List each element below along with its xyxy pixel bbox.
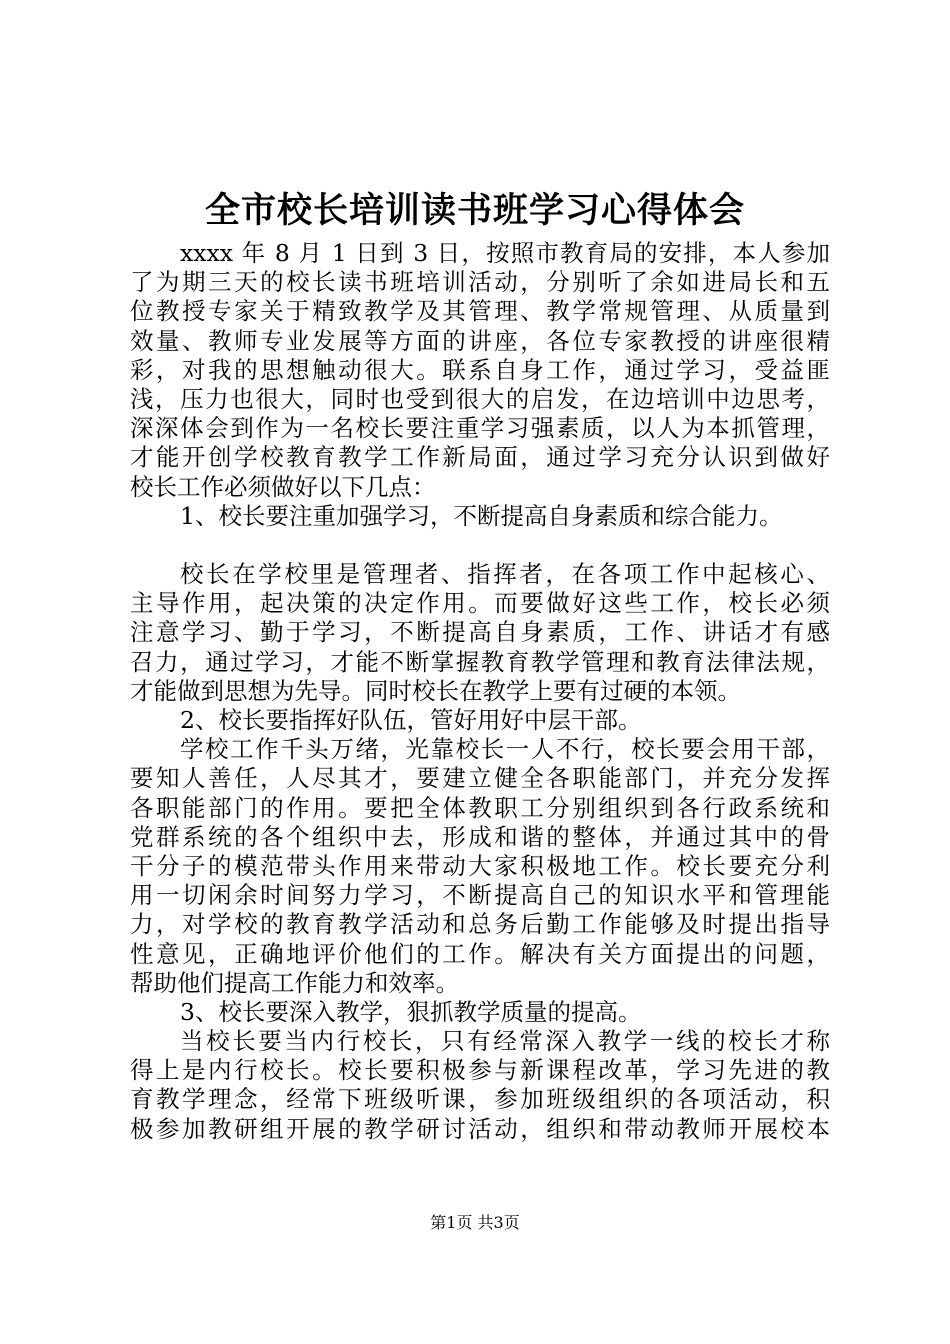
paragraph-line: 育教学理念，经常下班级听课，参加班级组织的各项活动，积 xyxy=(130,1085,830,1114)
paragraph-line: 浅，压力也很大，同时也受到很大的启发，在边培训中边思考， xyxy=(130,384,830,413)
paragraph-line: 注意学习、勤于学习，不断提高自身素质，工作、讲话才有感 xyxy=(130,618,830,647)
section-heading: 3、校长要深入教学，狠抓教学质量的提高。 xyxy=(180,997,642,1026)
section-heading: 1、校长要注重加强学习，不断提高自身素质和综合能力。 xyxy=(180,501,783,530)
paragraph-line: 当校长要当内行校长，只有经常深入教学一线的校长才称 xyxy=(180,1027,830,1056)
paragraph-line: 党群系统的各个组织中去，形成和谐的整体，并通过其中的骨 xyxy=(130,822,830,851)
paragraph-line: 了为期三天的校长读书班培训活动，分别听了余如进局长和五 xyxy=(130,268,830,297)
paragraph-line: xxxx 年 8 月 1 日到 3 日，按照市教育局的安排，本人参加 xyxy=(180,239,830,267)
paragraph-line: 校长工作必须做好以下几点： xyxy=(130,472,436,501)
paragraph-line: 位教授专家关于精致教学及其管理、教学常规管理、从质量到 xyxy=(130,297,830,326)
paragraph-line: 各职能部门的作用。要把全体教职工分别组织到各行政系统和 xyxy=(130,793,830,822)
paragraph-line: 用一切闲余时间努力学习，不断提高自己的知识水平和管理能 xyxy=(130,881,830,910)
paragraph-line: 极参加教研组开展的教学研讨活动，组织和带动教师开展校本 xyxy=(130,1114,830,1143)
paragraph-line: 主导作用，起决策的决定作用。而要做好这些工作，校长必须 xyxy=(130,589,830,618)
paragraph-line: 效量、教师专业发展等方面的讲座，各位专家教授的讲座很精 xyxy=(130,326,830,355)
paragraph-line: 干分子的模范带头作用来带动大家积极地工作。校长要充分利 xyxy=(130,851,830,880)
paragraph-line: 得上是内行校长。校长要积极参与新课程改革，学习先进的教 xyxy=(130,1056,830,1085)
page-number-footer: 第1页 共3页 xyxy=(430,1213,520,1232)
paragraph-line: 深深体会到作为一名校长要注重学习强素质，以人为本抓管理， xyxy=(130,414,830,443)
blank-line xyxy=(130,531,830,560)
section-heading: 2、校长要指挥好队伍，管好用好中层干部。 xyxy=(180,706,642,734)
paragraph-line: 性意见，正确地评价他们的工作。解决有关方面提出的问题， xyxy=(130,939,830,968)
paragraph-line: 要知人善任，人尽其才，要建立健全各职能部门，并充分发挥 xyxy=(130,764,830,793)
document-body xyxy=(130,239,830,1144)
paragraph-line: 彩，对我的思想触动很大。联系自身工作，通过学习，受益匪 xyxy=(130,355,830,384)
paragraph-line: 召力，通过学习，才能不断掌握教育教学管理和教育法律法规， xyxy=(130,647,830,676)
paragraph-line: 才能做到思想为先导。同时校长在教学上要有过硬的本领。 xyxy=(130,676,741,705)
paragraph-line: 学校工作千头万绪，光靠校长一人不行，校长要会用干部， xyxy=(180,735,830,764)
paragraph-line: 力，对学校的教育教学活动和总务后勤工作能够及时提出指导 xyxy=(130,910,830,939)
paragraph-line: 才能开创学校教育教学工作新局面，通过学习充分认识到做好 xyxy=(130,443,830,472)
paragraph-line: 校长在学校里是管理者、指挥者，在各项工作中起核心、 xyxy=(180,560,830,589)
document-title: 全市校长培训读书班学习心得体会 xyxy=(204,190,745,231)
paragraph-line: 帮助他们提高工作能力和效率。 xyxy=(130,968,459,997)
